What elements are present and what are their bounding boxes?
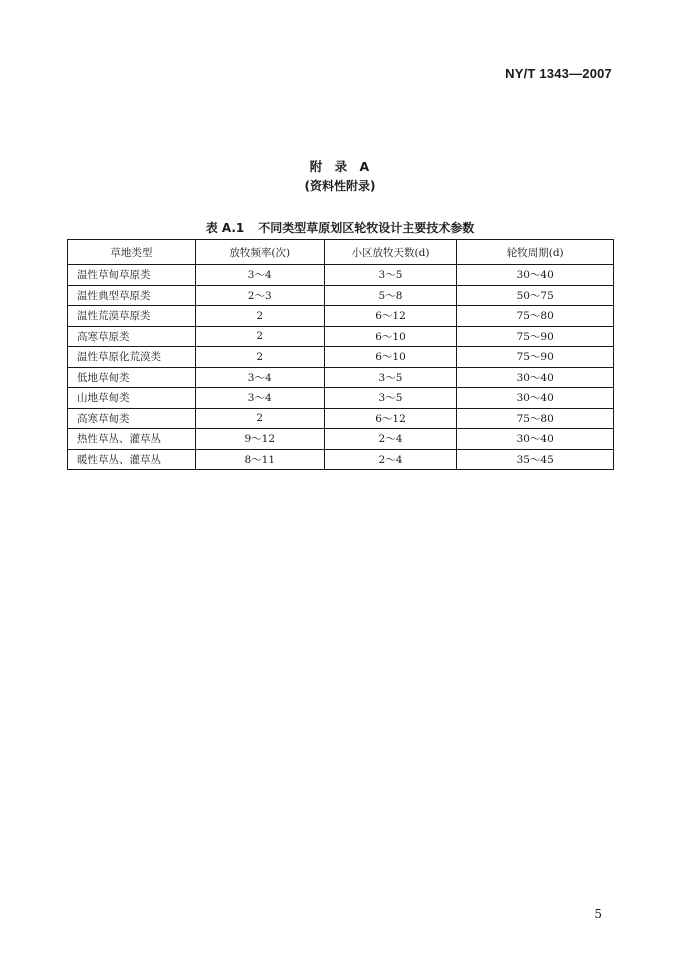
grassland-type-cell: 高寒草甸类 [68,408,196,429]
column-header: 小区放牧天数(d) [324,240,457,265]
grassland-type-cell: 暖性草丛、灌草丛 [68,449,196,470]
rotation-cycle-cell: 30～40 [457,367,614,388]
table-row [68,285,614,306]
grazing-frequency-cell: 3～4 [195,265,324,286]
table-caption-number: 表 A.1 [205,221,245,235]
paddock-days-cell: 6～10 [324,347,457,368]
column-header: 草地类型 [68,240,196,265]
standard-number: NY/T 1343—2007 [505,66,612,81]
grazing-frequency-cell: 2 [195,326,324,347]
grazing-parameters-table [67,239,614,470]
table-row [68,408,614,429]
table-row [68,265,614,286]
rotation-cycle-cell: 50～75 [457,285,614,306]
paddock-days-cell: 5～8 [324,285,457,306]
appendix-subtitle: (资料性附录) [304,179,376,193]
rotation-cycle-cell: 30～40 [457,388,614,409]
rotation-cycle-cell: 75～90 [457,326,614,347]
paddock-days-cell: 6～10 [324,326,457,347]
paddock-days-cell: 3～5 [324,265,457,286]
grassland-type-cell: 温性草甸草原类 [68,265,196,286]
grassland-type-cell: 温性典型草原类 [68,285,196,306]
grassland-type-cell: 温性草原化荒漠类 [68,347,196,368]
table-row [68,326,614,347]
rotation-cycle-cell: 75～80 [457,408,614,429]
rotation-cycle-cell: 30～40 [457,265,614,286]
column-header: 轮牧周期(d) [457,240,614,265]
grazing-frequency-cell: 9～12 [195,429,324,450]
grazing-frequency-cell: 2 [195,347,324,368]
table-row [68,388,614,409]
grassland-type-cell: 热性草丛、灌草丛 [68,429,196,450]
table-header-row [68,240,614,265]
appendix-title: 附 录 A [309,159,371,174]
table-row [68,449,614,470]
table-caption [0,219,680,236]
rotation-cycle-cell: 75～90 [457,347,614,368]
page-number: 5 [594,907,602,921]
paddock-days-cell: 2～4 [324,429,457,450]
grazing-frequency-cell: 8～11 [195,449,324,470]
table-row [68,429,614,450]
rotation-cycle-cell: 35～45 [457,449,614,470]
paddock-days-cell: 6～12 [324,408,457,429]
paddock-days-cell: 3～5 [324,388,457,409]
grassland-type-cell: 山地草甸类 [68,388,196,409]
column-header: 放牧频率(次) [195,240,324,265]
paddock-days-cell: 6～12 [324,306,457,327]
grazing-frequency-cell: 2 [195,306,324,327]
grazing-frequency-cell: 3～4 [195,388,324,409]
grazing-frequency-cell: 2 [195,408,324,429]
grazing-frequency-cell: 3～4 [195,367,324,388]
grassland-type-cell: 温性荒漠草原类 [68,306,196,327]
grassland-type-cell: 高寒草原类 [68,326,196,347]
table-row [68,367,614,388]
rotation-cycle-cell: 30～40 [457,429,614,450]
paddock-days-cell: 2～4 [324,449,457,470]
paddock-days-cell: 3～5 [324,367,457,388]
rotation-cycle-cell: 75～80 [457,306,614,327]
table-row [68,347,614,368]
table-row [68,306,614,327]
table-caption-title: 不同类型草原划区轮牧设计主要技术参数 [258,221,475,235]
grazing-frequency-cell: 2～3 [195,285,324,306]
grassland-type-cell: 低地草甸类 [68,367,196,388]
